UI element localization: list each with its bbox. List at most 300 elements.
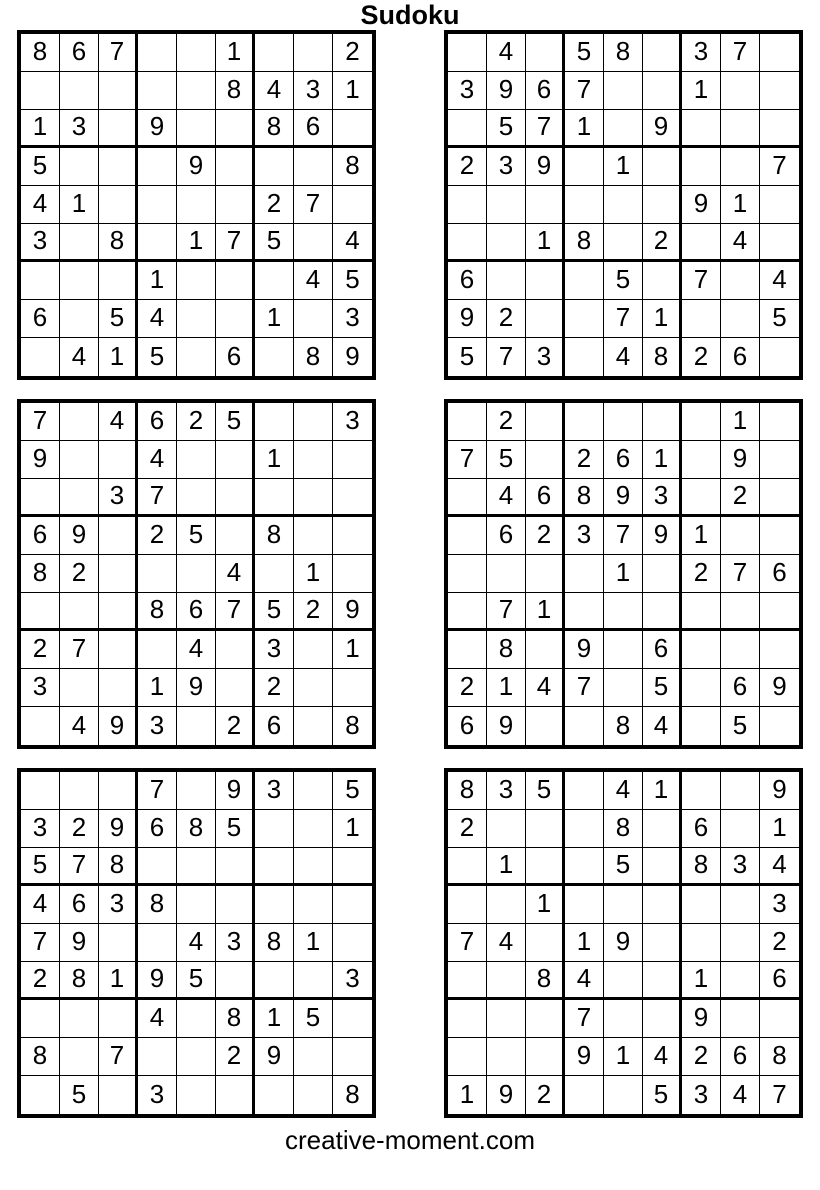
sudoku-cell: 2 (448, 810, 487, 848)
sudoku-cell: 6 (60, 886, 99, 924)
sudoku-cell (255, 555, 294, 593)
sudoku-cell (177, 1076, 216, 1114)
sudoku-cell (448, 631, 487, 669)
sudoku-cell: 7 (565, 669, 604, 707)
sudoku-cell: 6 (138, 403, 177, 441)
sudoku-cell (333, 1000, 372, 1038)
sudoku-cell (99, 110, 138, 148)
sudoku-cell: 7 (487, 593, 526, 631)
sudoku-cell (333, 479, 372, 517)
sudoku-cell (721, 962, 760, 1000)
sudoku-cell: 1 (682, 962, 721, 1000)
sudoku-cell: 1 (721, 403, 760, 441)
sudoku-cell: 7 (60, 848, 99, 886)
sudoku-cell: 8 (760, 1038, 799, 1076)
sudoku-cell (255, 810, 294, 848)
sudoku-cell: 6 (21, 517, 60, 555)
sudoku-cell (177, 555, 216, 593)
sudoku-cell (682, 886, 721, 924)
sudoku-cell (760, 517, 799, 555)
sudoku-cell (216, 669, 255, 707)
sudoku-cell: 3 (760, 886, 799, 924)
sudoku-cell (643, 34, 682, 72)
sudoku-cell (682, 224, 721, 262)
sudoku-cell: 4 (604, 338, 643, 376)
sudoku-cell (682, 669, 721, 707)
sudoku-cell: 8 (216, 1000, 255, 1038)
sudoku-cell: 4 (604, 772, 643, 810)
sudoku-cell: 5 (99, 300, 138, 338)
sudoku-cell (177, 262, 216, 300)
sudoku-cell (216, 110, 255, 148)
sudoku-cell: 6 (448, 707, 487, 745)
sudoku-cell (21, 72, 60, 110)
sudoku-cell: 5 (294, 1000, 333, 1038)
sudoku-cell (448, 1000, 487, 1038)
sudoku-cell (99, 517, 138, 555)
sudoku-cell: 5 (216, 403, 255, 441)
sudoku-cell: 5 (487, 441, 526, 479)
sudoku-cell (604, 1076, 643, 1114)
sudoku-cell: 3 (333, 403, 372, 441)
sudoku-cell: 4 (294, 262, 333, 300)
sudoku-cell (294, 707, 333, 745)
sudoku-cell: 2 (216, 707, 255, 745)
sudoku-cell (177, 110, 216, 148)
sudoku-cell: 2 (526, 1076, 565, 1114)
sudoku-cell: 6 (255, 707, 294, 745)
sudoku-cell: 6 (721, 338, 760, 376)
sudoku-cell: 1 (138, 262, 177, 300)
sudoku-cell: 8 (526, 962, 565, 1000)
sudoku-cell (760, 224, 799, 262)
sudoku-cell: 2 (138, 517, 177, 555)
sudoku-cell (721, 772, 760, 810)
sudoku-cell (294, 631, 333, 669)
sudoku-cell (138, 848, 177, 886)
sudoku-cell: 6 (487, 517, 526, 555)
sudoku-cell (526, 707, 565, 745)
sudoku-cell: 6 (721, 669, 760, 707)
sudoku-cell: 1 (565, 924, 604, 962)
sudoku-cell (216, 848, 255, 886)
sudoku-cell (526, 810, 565, 848)
sudoku-cell (565, 848, 604, 886)
sudoku-cell: 9 (565, 631, 604, 669)
sudoku-cell (760, 34, 799, 72)
sudoku-cell: 4 (138, 1000, 177, 1038)
sudoku-cell (721, 517, 760, 555)
sudoku-cell (99, 72, 138, 110)
sudoku-cell (333, 924, 372, 962)
sudoku-cell: 9 (345, 340, 360, 371)
sudoku-cell: 4 (333, 224, 372, 262)
sudoku-cell: 3 (682, 34, 721, 72)
sudoku-cell: 1 (99, 338, 138, 376)
sudoku-cell (682, 631, 721, 669)
sudoku-cell: 6 (682, 810, 721, 848)
sudoku-cell: 4 (760, 848, 799, 886)
sudoku-cell: 9 (216, 772, 255, 810)
sudoku-cell: 1 (487, 669, 526, 707)
sudoku-cell: 1 (760, 810, 799, 848)
sudoku-cell: 3 (21, 810, 60, 848)
sudoku-cell: 4 (21, 186, 60, 224)
sudoku-cell (565, 772, 604, 810)
sudoku-cell (21, 707, 60, 745)
sudoku-cell: 6 (760, 962, 799, 1000)
sudoku-cell: 4 (216, 555, 255, 593)
sudoku-cell (21, 772, 60, 810)
sudoku-cell: 7 (216, 224, 255, 262)
sudoku-cell (565, 886, 604, 924)
sudoku-cell (526, 300, 565, 338)
sudoku-cell (487, 886, 526, 924)
sudoku-cell (294, 886, 333, 924)
sudoku-cell: 4 (138, 441, 177, 479)
sudoku-cell: 6 (643, 631, 682, 669)
sudoku-cell (255, 148, 294, 186)
sudoku-cell: 5 (216, 810, 255, 848)
sudoku-cell (60, 148, 99, 186)
sudoku-cell: 7 (604, 517, 643, 555)
sudoku-cell: 1 (294, 924, 333, 962)
sudoku-cell (138, 555, 177, 593)
sudoku-cell (526, 1038, 565, 1076)
sudoku-cell (294, 148, 333, 186)
sudoku-cell: 4 (760, 262, 799, 300)
sudoku-cell: 1 (682, 72, 721, 110)
sudoku-cell (216, 479, 255, 517)
sudoku-cell: 1 (333, 72, 372, 110)
sudoku-cell (448, 479, 487, 517)
sudoku-cell: 8 (60, 962, 99, 1000)
sudoku-cell (255, 1076, 294, 1114)
sudoku-cell: 2 (682, 555, 721, 593)
sudoku-cell: 7 (60, 631, 99, 669)
sudoku-cell (760, 186, 799, 224)
sudoku-cell (177, 772, 216, 810)
sudoku-cell (721, 924, 760, 962)
sudoku-cell (565, 593, 604, 631)
sudoku-cell (526, 262, 565, 300)
sudoku-cell (682, 593, 721, 631)
sudoku-cell: 3 (333, 962, 372, 1000)
sudoku-cell (294, 403, 333, 441)
sudoku-cell: 1 (487, 848, 526, 886)
sudoku-cell (448, 34, 487, 72)
sudoku-cell: 4 (99, 403, 138, 441)
sudoku-cell: 6 (294, 110, 333, 148)
sudoku-cell: 8 (177, 810, 216, 848)
sudoku-cell: 2 (294, 593, 333, 631)
sudoku-cell: 1 (60, 186, 99, 224)
sudoku-cell: 4 (721, 224, 760, 262)
sudoku-cell: 3 (21, 669, 60, 707)
sudoku-cell: 2 (21, 962, 60, 1000)
sudoku-cell (721, 110, 760, 148)
sudoku-cell (448, 110, 487, 148)
sudoku-cell: 5 (255, 224, 294, 262)
sudoku-cell: 7 (721, 34, 760, 72)
sudoku-cell (294, 1038, 333, 1076)
sudoku-cell (760, 593, 799, 631)
sudoku-cell (255, 403, 294, 441)
sudoku-cell (177, 300, 216, 338)
sudoku-cell: 8 (294, 338, 333, 376)
sudoku-cell: 1 (526, 224, 565, 262)
sudoku-cell: 2 (60, 555, 99, 593)
sudoku-cell (448, 593, 487, 631)
sudoku-cell: 4 (526, 669, 565, 707)
sudoku-cell (604, 72, 643, 110)
sudoku-cell (177, 848, 216, 886)
sudoku-cell: 4 (643, 707, 682, 745)
sudoku-cell (99, 924, 138, 962)
sudoku-cell (177, 479, 216, 517)
sudoku-cell (487, 1038, 526, 1076)
sudoku-cell: 8 (345, 1078, 360, 1109)
sudoku-cell (177, 1038, 216, 1076)
sudoku-cell: 3 (99, 479, 138, 517)
sudoku-cell: 1 (526, 593, 565, 631)
sudoku-cell (565, 1076, 604, 1114)
sudoku-cell (177, 72, 216, 110)
sudoku-cell (682, 148, 721, 186)
sudoku-cell: 1 (643, 300, 682, 338)
sudoku-cell: 1 (294, 555, 333, 593)
sudoku-cell (177, 338, 216, 376)
sudoku-cell (487, 962, 526, 1000)
sudoku-cell: 4 (177, 631, 216, 669)
sudoku-cell: 2 (565, 441, 604, 479)
sudoku-cell (294, 479, 333, 517)
sudoku-cell (604, 224, 643, 262)
sudoku-cell: 4 (643, 1038, 682, 1076)
sudoku-cell: 1 (448, 1076, 487, 1114)
sudoku-cell: 9 (99, 810, 138, 848)
sudoku-cell (526, 403, 565, 441)
sudoku-cell: 7 (604, 300, 643, 338)
sudoku-cell: 3 (333, 300, 372, 338)
sudoku-cell: 5 (565, 34, 604, 72)
sudoku-cell (99, 262, 138, 300)
sudoku-cell: 7 (565, 72, 604, 110)
sudoku-cell (294, 34, 333, 72)
sudoku-cell (138, 224, 177, 262)
sudoku-cell (721, 262, 760, 300)
sudoku-cell: 7 (138, 772, 177, 810)
sudoku-cell (333, 1038, 372, 1076)
sudoku-cell: 2 (448, 148, 487, 186)
sudoku-cell: 3 (138, 1076, 177, 1114)
sudoku-cell (604, 669, 643, 707)
sudoku-cell (255, 848, 294, 886)
sudoku-cell (294, 441, 333, 479)
sudoku-cell: 2 (487, 300, 526, 338)
sudoku-cell: 5 (526, 772, 565, 810)
sudoku-cell: 2 (255, 186, 294, 224)
sudoku-cell: 9 (760, 772, 799, 810)
sudoku-cell (21, 479, 60, 517)
sudoku-cell: 2 (487, 403, 526, 441)
sudoku-cell (760, 72, 799, 110)
sudoku-cell (604, 110, 643, 148)
page-title: Sudoku (360, 0, 460, 30)
sudoku-board-5 (17, 768, 376, 1118)
sudoku-cell (721, 886, 760, 924)
sudoku-cell: 6 (21, 300, 60, 338)
sudoku-cell: 8 (21, 1038, 60, 1076)
sudoku-cell (760, 479, 799, 517)
sudoku-cell: 3 (448, 72, 487, 110)
sudoku-cell: 6 (216, 338, 255, 376)
sudoku-cell: 4 (721, 1076, 760, 1114)
sudoku-cell: 7 (21, 924, 60, 962)
sudoku-cell (526, 848, 565, 886)
sudoku-cell (216, 631, 255, 669)
sudoku-cell: 9 (177, 148, 216, 186)
sudoku-cell: 8 (255, 924, 294, 962)
sudoku-cell (448, 224, 487, 262)
sudoku-cell: 4 (487, 34, 526, 72)
sudoku-cell (294, 848, 333, 886)
sudoku-cell: 1 (99, 962, 138, 1000)
sudoku-cell (604, 1000, 643, 1038)
sudoku-cell (333, 848, 372, 886)
sudoku-cell (448, 886, 487, 924)
sudoku-cell: 6 (526, 72, 565, 110)
sudoku-cell: 8 (99, 224, 138, 262)
sudoku-cell: 1 (255, 1000, 294, 1038)
sudoku-cell: 5 (60, 1076, 99, 1114)
sudoku-cell (60, 262, 99, 300)
sudoku-cell (604, 403, 643, 441)
sudoku-cell: 8 (333, 148, 372, 186)
sudoku-cell (526, 186, 565, 224)
sudoku-cell (255, 34, 294, 72)
sudoku-cell (294, 517, 333, 555)
sudoku-cell: 3 (99, 886, 138, 924)
sudoku-cell (177, 886, 216, 924)
sudoku-cell (138, 72, 177, 110)
sudoku-cell: 5 (721, 707, 760, 745)
sudoku-cell (721, 810, 760, 848)
sudoku-cell: 1 (643, 441, 682, 479)
sudoku-cell (643, 593, 682, 631)
sudoku-cell: 9 (255, 1038, 294, 1076)
sudoku-cell: 2 (333, 34, 372, 72)
sudoku-cell: 6 (448, 262, 487, 300)
sudoku-cell: 1 (255, 441, 294, 479)
sudoku-cell: 9 (721, 441, 760, 479)
sudoku-cell: 7 (682, 262, 721, 300)
sudoku-cell (21, 1000, 60, 1038)
sudoku-cell: 9 (565, 1038, 604, 1076)
sudoku-cell (294, 810, 333, 848)
sudoku-cell (60, 72, 99, 110)
sudoku-cell: 4 (138, 300, 177, 338)
sudoku-cell: 3 (21, 224, 60, 262)
sudoku-cell: 6 (526, 479, 565, 517)
sudoku-cell (643, 924, 682, 962)
sudoku-cell (216, 1076, 255, 1114)
sudoku-cell: 9 (177, 669, 216, 707)
sudoku-cell (487, 186, 526, 224)
sudoku-cell: 5 (177, 962, 216, 1000)
sudoku-cell: 9 (60, 924, 99, 962)
sudoku-cell (99, 631, 138, 669)
sudoku-cell (565, 186, 604, 224)
sudoku-cell: 1 (333, 810, 372, 848)
sudoku-cell: 5 (604, 848, 643, 886)
sudoku-cell (487, 224, 526, 262)
sudoku-cell (721, 593, 760, 631)
sudoku-cell (565, 262, 604, 300)
sudoku-cell (682, 707, 721, 745)
sudoku-cell: 8 (565, 479, 604, 517)
sudoku-cell: 7 (448, 924, 487, 962)
sudoku-cell: 2 (448, 669, 487, 707)
sudoku-cell (294, 962, 333, 1000)
sudoku-cell: 1 (333, 631, 372, 669)
sudoku-cell: 8 (345, 709, 360, 740)
sudoku-cell (682, 403, 721, 441)
sudoku-cell: 8 (604, 34, 643, 72)
sudoku-cell (643, 848, 682, 886)
sudoku-cell (216, 186, 255, 224)
sudoku-cell: 6 (760, 555, 799, 593)
sudoku-cell: 9 (682, 1000, 721, 1038)
sudoku-cell (138, 924, 177, 962)
sudoku-cell: 5 (448, 338, 487, 376)
footer-website-url: creative-moment.com (285, 1125, 535, 1155)
sudoku-cell (99, 1076, 138, 1114)
sudoku-cell (682, 924, 721, 962)
sudoku-cell (448, 1038, 487, 1076)
sudoku-cell (216, 517, 255, 555)
sudoku-cell (487, 262, 526, 300)
sudoku-cell (526, 34, 565, 72)
sudoku-cell: 1 (682, 517, 721, 555)
sudoku-cell (333, 110, 372, 148)
sudoku-cell: 9 (487, 707, 526, 745)
sudoku-cell (604, 186, 643, 224)
sudoku-cell (682, 110, 721, 148)
sudoku-cell: 9 (760, 669, 799, 707)
sudoku-cell (333, 517, 372, 555)
sudoku-cell (60, 479, 99, 517)
sudoku-cell (99, 441, 138, 479)
sudoku-cell: 7 (138, 479, 177, 517)
sudoku-cell (487, 810, 526, 848)
sudoku-cell: 1 (138, 669, 177, 707)
sudoku-cell: 9 (682, 186, 721, 224)
sudoku-cell (643, 186, 682, 224)
sudoku-cell: 9 (643, 110, 682, 148)
sudoku-cell (565, 810, 604, 848)
sudoku-cell (216, 886, 255, 924)
sudoku-cell: 7 (99, 34, 138, 72)
sudoku-cell: 2 (177, 403, 216, 441)
sudoku-cell: 9 (604, 924, 643, 962)
sudoku-cell: 2 (526, 517, 565, 555)
sudoku-cell: 9 (138, 962, 177, 1000)
sudoku-cell (21, 593, 60, 631)
sudoku-cell (60, 772, 99, 810)
sudoku-cell (255, 479, 294, 517)
sudoku-cell: 8 (643, 338, 682, 376)
